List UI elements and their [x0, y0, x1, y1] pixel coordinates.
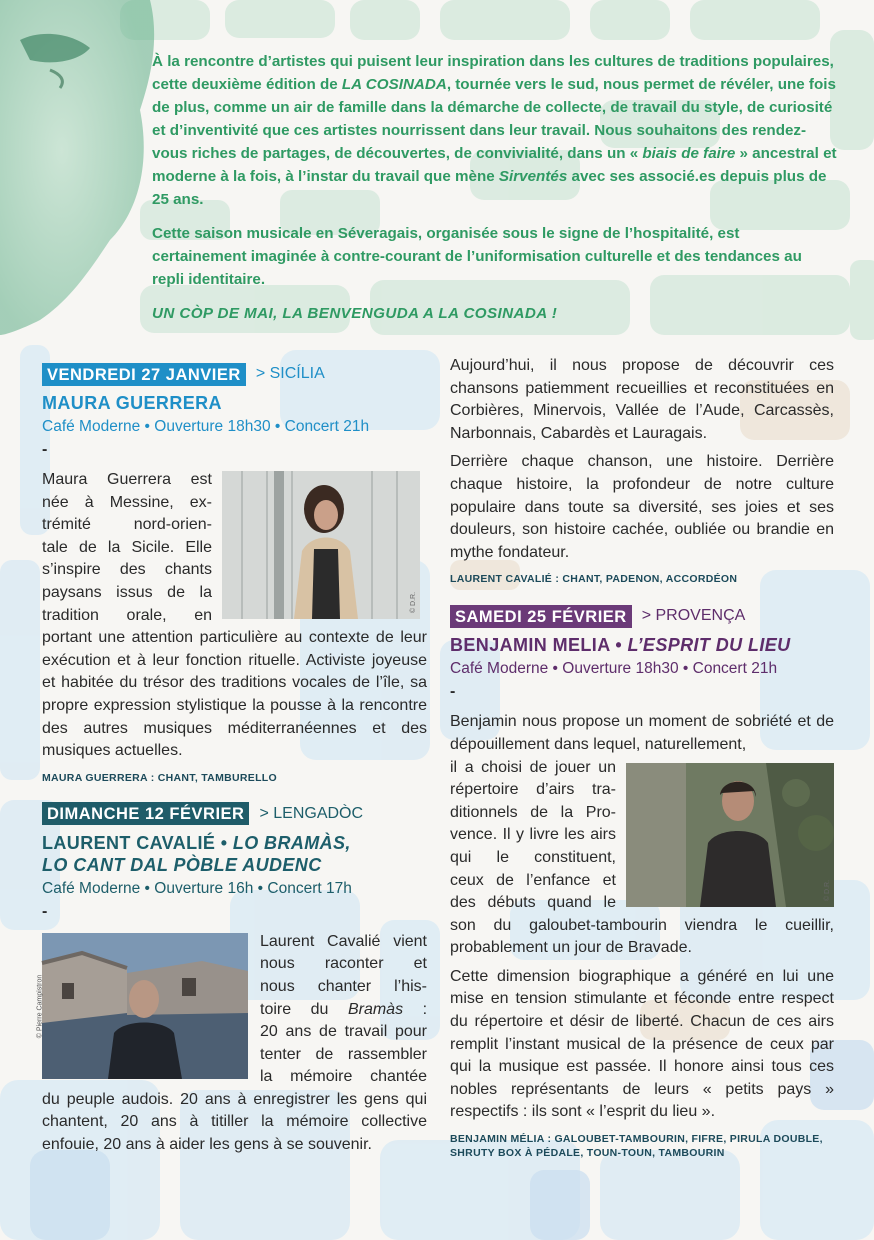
left-column	[36, 362, 428, 1157]
separator-dash: -	[42, 441, 48, 458]
event-maura-guerrera	[42, 362, 427, 785]
event2-continued-paragraph-1: Aujourd’hui, il nous propose de découvrir ces chansons patiemment recueillies et reconstituées en Corbières, Minervois, Vallée de l’Aude, Carcassès, Narbonnais, Cabardès et Lauragais.	[450, 357, 834, 442]
event2-continued-paragraph-2: Derrière chaque chanson, une histoire. Derrière chaque histoire, la profondeur de notre culture populaire dans toute sa diversité, ses joies et ses douleurs, son histoire cachée, oubliée ou brandie en mythe fondateur.	[450, 453, 834, 561]
intro-block	[152, 50, 838, 336]
photo-benjamin-melia	[626, 763, 834, 907]
event-region: > SICÍLIA	[255, 365, 325, 382]
text-line: née à Messine, ex-	[42, 493, 212, 511]
event-description-2: Cette dimension biographique a généré en lui une mise en tension stimulante et féconde entre respect du répertoire et désir de liberté. Chacun de ces airs remplit l’instant musical de la présence de ceux par qui la musique est passée. Il honore ainsi tous ces nobles représentants de leurs « petits pays » respectifs : ils sont « l’esprit du lieu ».	[450, 967, 834, 1121]
event-description: du peuple audois. 20 ans à enregistrer les gens qui chantent, 20 ans à titiller la mémoire collective enfouie, 20 ans à aider les gens à se souvenir.	[42, 1090, 427, 1154]
photo-maura-guerrera	[222, 471, 420, 619]
event-date: SAMEDI 25 FÉVRIER	[450, 605, 632, 628]
text-line: toire du Bramàs :	[260, 1000, 428, 1018]
text-line: ditionnels de la Pro-	[450, 803, 616, 821]
text-line: tradition orale, en	[42, 606, 212, 624]
text-line: la mémoire chantée	[260, 1068, 427, 1086]
event-intro: Benjamin nous propose un moment de sobriété et de dépouillement dans lequel, naturellement,	[450, 713, 834, 753]
photo-credit: © Pierre Campistron	[36, 974, 44, 1038]
text-line: Laurent Cavalié vient	[260, 932, 427, 950]
separator-dash: -	[42, 902, 48, 920]
text-line: qui le constituent,	[450, 848, 616, 866]
intro-paragraph-2: Cette saison musicale en Séveragais, organisée sous le signe de l’hospitalité, est certainement imaginée à contre-courant de l’uniformisation culturelle et des tendances au repli identitaire.	[152, 225, 802, 288]
wrap-text	[260, 931, 427, 1089]
text-line: s’inspire des chants	[42, 561, 212, 579]
event-venue: Café Moderne • Ouverture 16h • Concert 17h	[42, 879, 352, 897]
text-line: il a choisi de jouer un	[450, 758, 616, 776]
text-line: vence. Il y livre les airs	[450, 826, 616, 844]
text-line: répertoire d’airs tra-	[450, 781, 616, 799]
event-region: > LENGADÒC	[259, 804, 364, 822]
right-column	[450, 355, 834, 1160]
event-date: VENDREDI 27 JANVIER	[42, 363, 246, 386]
text-line: nous raconter et	[260, 955, 427, 973]
event-description: portant une attention particulière au contexte de leur exécution et à leur fonction rituelle. Activiste joyeuse et habitée du trésor des traditions vocales de l’île, sa propre expression stylistique la pousse à la rencontre des autres musiques méditerranéennes et des musiques actuelles.	[42, 629, 427, 760]
text-line: paysans issus de la	[42, 583, 212, 601]
event-artist: LAURENT CAVALIÉ • LO BRAMÀS, LO CANT DAL PÒBLE AUDENC	[42, 832, 351, 875]
separator-dash: -	[450, 683, 456, 701]
event-artist: MAURA GUERRERA	[42, 393, 222, 413]
intro-paragraph-1: À la rencontre d’artistes qui puisent leur inspiration dans les cultures de traditions populaires, cette deuxième édition de LA COSINADA, tournée vers le sud, nous permet de révéler, une fois de plus, comme un air de famille dans la démarche de collecte, de travail du style, de curiosité et d’inventivité que ces artistes nourrissent dans leur travail. Nous souhaitons des rendez-vous riches de partages, de découvertes, de convivialité, dans un « biais de faire » ancestral et moderne à la fois, à l’instar du travail que mène Sirventés avec ses associé.es depuis plus de 25 ans.	[152, 53, 837, 208]
event-credits: BENJAMIN MÉLIA : GALOUBET-TAMBOURIN, FIFRE, PIRULA DOUBLE, SHRUTY BOX À PÉDALE, TOUN-TOUN, TAMBOURIN	[450, 1133, 823, 1160]
wrap-text	[450, 757, 616, 915]
text-line: Maura Guerrera est	[42, 471, 212, 488]
event-laurent-cavalie	[36, 802, 428, 1157]
text-line: 20 ans de travail pour	[260, 1023, 427, 1041]
event-description: son du galoubet-tambourin viendra le cueillir, probablement un jour de Bravade.	[450, 916, 834, 957]
event-benjamin-melia	[450, 604, 834, 1160]
photo-laurent-cavalie	[36, 933, 248, 1079]
text-line: tale de la Sicile. Elle	[42, 538, 212, 556]
text-line: nous chanter l’his-	[260, 977, 427, 995]
text-line: ceux de l’enfance et	[450, 871, 616, 889]
event-venue: Café Moderne • Ouverture 18h30 • Concert 21h	[450, 660, 778, 678]
text-line: trémité nord-orien-	[42, 516, 212, 534]
wrap-text	[42, 469, 212, 627]
event-credits: LAURENT CAVALIÉ : CHANT, PADENON, ACCORDÉON	[450, 573, 738, 586]
intro-motto: UN CÒP DE MAI, LA BENVENGUDA A LA COSINADA !	[152, 305, 558, 322]
text-line: des débuts quand le	[450, 894, 616, 912]
event-credits: MAURA GUERRERA : CHANT, TAMBURELLO	[42, 771, 277, 784]
photo-credit: © D.R.	[409, 591, 417, 614]
text-line: tenter de rassembler	[260, 1045, 427, 1063]
event-date: DIMANCHE 12 FÉVRIER	[42, 802, 249, 825]
photo-credit: © D.R.	[823, 879, 831, 901]
event-venue: Café Moderne • Ouverture 18h30 • Concert 21h	[42, 418, 370, 435]
event-artist: BENJAMIN MELIA • L’ESPRIT DU LIEU	[450, 635, 791, 656]
event-region: > PROVENÇA	[641, 607, 746, 625]
